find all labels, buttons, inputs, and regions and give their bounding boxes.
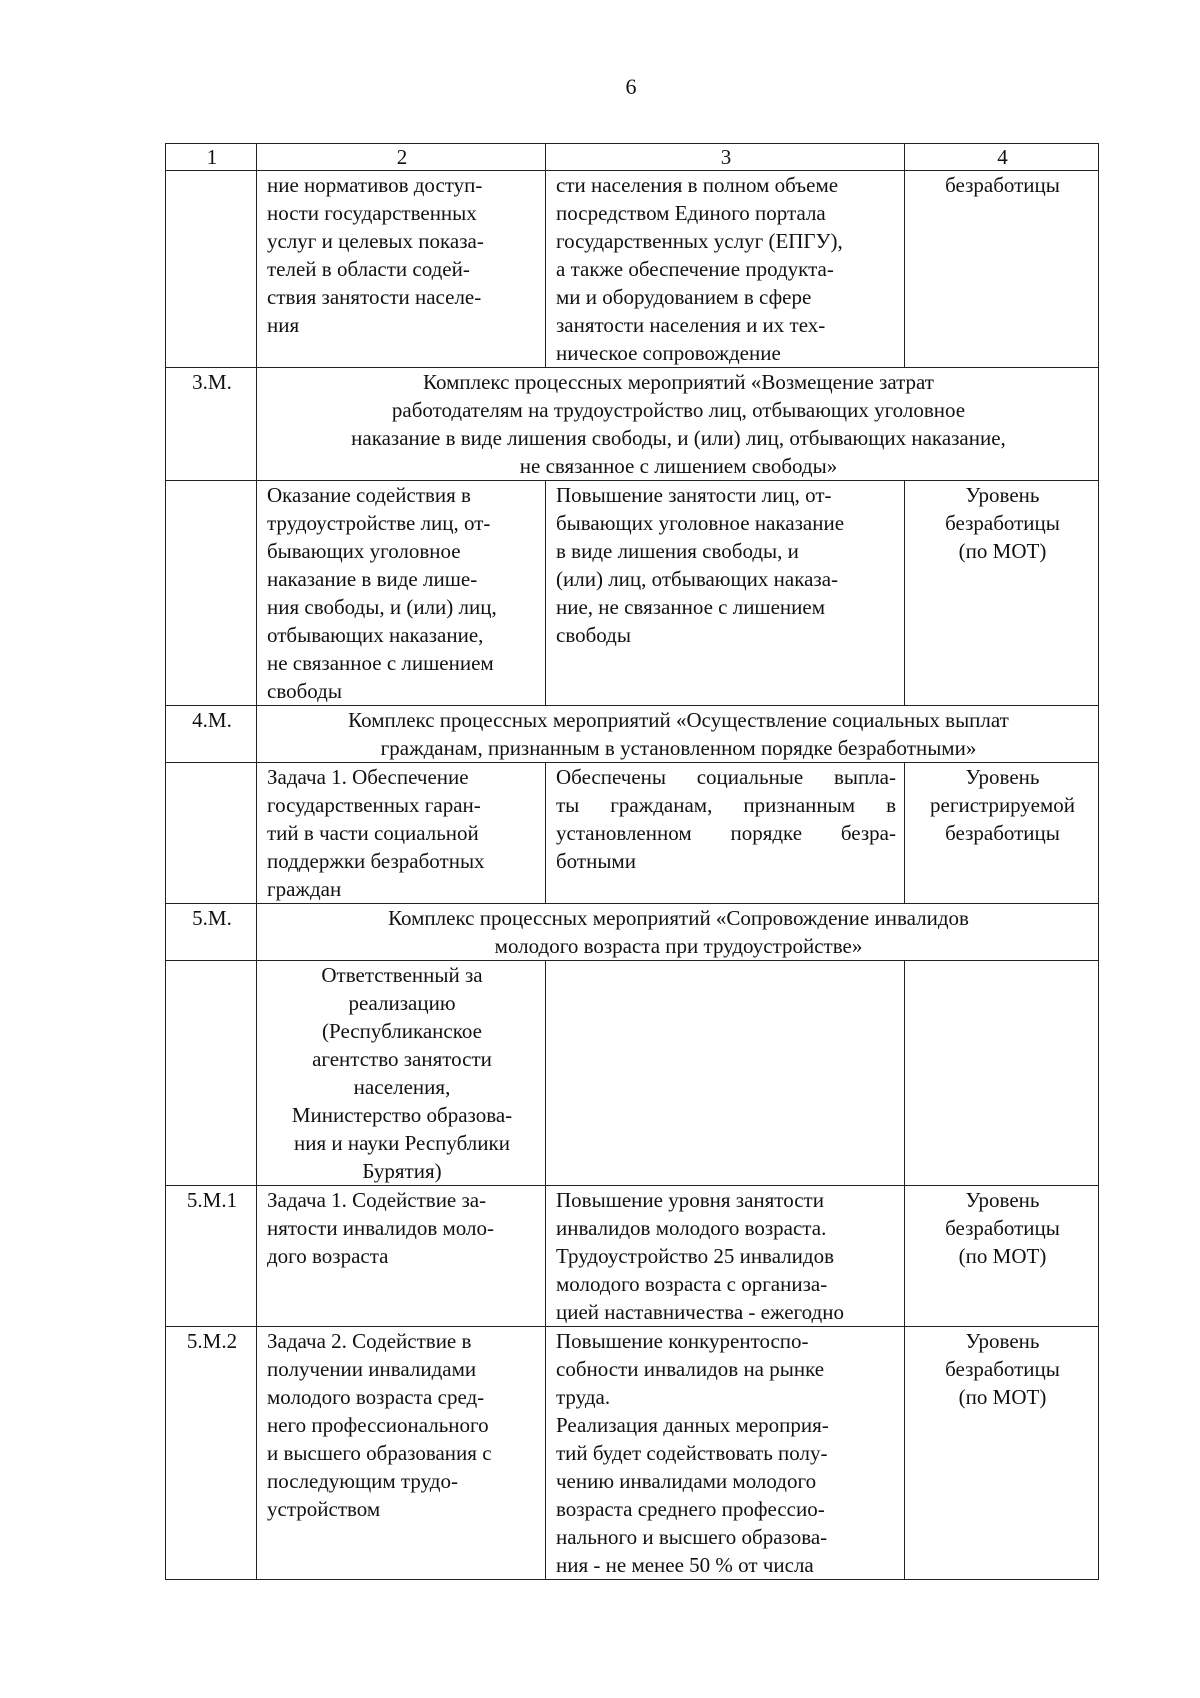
cell-text-line: услуг и целевых показа- [267, 229, 484, 253]
cell-text-line: безработицы [945, 511, 1060, 535]
table-header-row [166, 144, 1099, 171]
cell-text-line: тий будет содействовать полу- [556, 1441, 828, 1465]
cell-text-line: Повышение конкурентоспо- [556, 1329, 809, 1353]
cell-text-line: получении инвалидами [267, 1357, 477, 1381]
cell-text-line: ние, не связанное с лишением [556, 595, 826, 619]
cell-text-line: населения, [353, 1075, 451, 1099]
cell-text-line: свободы [267, 679, 342, 703]
cell-text-line: (или) лиц, отбывающих наказа- [556, 567, 839, 591]
cell-text-line: собности инвалидов на рынке [556, 1357, 825, 1381]
cell-text-line: отбывающих наказание, [267, 623, 484, 647]
cell-text-line: наказание в виде лишения свободы, и (или) лиц, отбывающих наказание, [351, 426, 1006, 450]
cell-text-line: Уровень [965, 765, 1040, 789]
cell-text-line: занятости населения и их тех- [556, 313, 826, 337]
cell-text-line: цией наставничества - ежегодно [556, 1300, 844, 1324]
cell-text-line: Ответственный за [321, 963, 483, 987]
table-row [166, 1186, 1099, 1327]
section-title [257, 368, 1099, 481]
cell-text-line: реализацию [348, 991, 456, 1015]
column-header-3: 3 [546, 144, 905, 171]
cell-text-line: ние нормативов доступ- [267, 173, 483, 197]
cell-text-line: нятости инвалидов моло- [267, 1216, 494, 1240]
cell-text-line: Повышение занятости лиц, от- [556, 483, 832, 507]
indicator-cell [905, 763, 1099, 904]
cell-text-line: телей в области содей- [267, 257, 470, 281]
cell-text-line: граждан [267, 877, 342, 901]
row-number [166, 171, 257, 368]
page-number: 6 [625, 74, 637, 99]
cell-text-line: наказание в виде лише- [267, 567, 478, 591]
cell-text-line: ния свободы, и (или) лиц, [267, 595, 497, 619]
cell-text-line: установленном порядке безра- [556, 821, 896, 845]
indicator-cell [905, 171, 1099, 368]
column-header-4: 4 [905, 144, 1099, 171]
table-row [166, 961, 1099, 1186]
result-cell [546, 961, 905, 1186]
cell-text-line: Бурятия) [362, 1159, 442, 1183]
indicator-cell [905, 1186, 1099, 1327]
cell-text-line: и высшего образования с [267, 1441, 492, 1465]
row-number [166, 961, 257, 1186]
cell-text-line: Министерство образова- [291, 1103, 513, 1127]
cell-text-line: безработицы [945, 1216, 1060, 1240]
cell-text-line: (по МОТ) [958, 1385, 1047, 1409]
cell-text-line: Оказание содействия в [267, 483, 471, 507]
cell-text-line: возраста среднего профессио- [556, 1497, 825, 1521]
cell-text-line: устройством [267, 1497, 381, 1521]
cell-text-line: молодого возраста с организа- [556, 1272, 828, 1296]
cell-text-line: ты гражданам, признанным в [556, 793, 896, 817]
task-cell [257, 961, 546, 1186]
measures-table [165, 143, 1099, 1580]
cell-text-line: ния и науки Республики [294, 1131, 510, 1155]
row-number: 5.М. [166, 904, 257, 961]
cell-text-line: свободы [556, 623, 631, 647]
cell-text-line: государственных гаран- [267, 793, 481, 817]
cell-text-line: Уровень [965, 1188, 1040, 1212]
cell-text-line: трудоустройстве лиц, от- [267, 511, 491, 535]
cell-text-line: Задача 1. Содействие за- [267, 1188, 487, 1212]
indicator-cell [905, 1327, 1099, 1580]
table-row [166, 763, 1099, 904]
task-cell [257, 1186, 546, 1327]
cell-text-line: государственных услуг (ЕПГУ), [556, 229, 843, 253]
cell-text-line: нального и высшего образова- [556, 1525, 828, 1549]
cell-text-line: Комплекс процессных мероприятий «Сопровождение инвалидов [388, 906, 969, 930]
result-cell [546, 481, 905, 706]
cell-text-line: последующим трудо- [267, 1469, 458, 1493]
cell-text-line: (Республиканское [322, 1019, 482, 1043]
result-cell [546, 171, 905, 368]
table-row [166, 1327, 1099, 1580]
cell-text-line: не связанное с лишением свободы» [519, 454, 838, 478]
cell-text-line: ботными [556, 849, 636, 873]
cell-text-line: дого возраста [267, 1244, 389, 1268]
result-cell [546, 1327, 905, 1580]
result-cell [546, 763, 905, 904]
row-number: 3.М. [166, 368, 257, 481]
cell-text-line: Уровень [965, 483, 1040, 507]
cell-text-line: бывающих уголовное [267, 539, 461, 563]
indicator-cell [905, 961, 1099, 1186]
cell-text-line: чению инвалидами молодого [556, 1469, 817, 1493]
task-cell [257, 1327, 546, 1580]
task-cell [257, 171, 546, 368]
cell-text-line: молодого возраста при трудоустройстве» [494, 934, 863, 958]
row-number [166, 481, 257, 706]
table-row [166, 171, 1099, 368]
row-number: 4.М. [166, 706, 257, 763]
cell-text-line: тий в части социальной [267, 821, 479, 845]
row-number: 5.М.2 [166, 1327, 257, 1580]
section-row [166, 368, 1099, 481]
cell-text-line: молодого возраста сред- [267, 1385, 485, 1409]
task-cell [257, 481, 546, 706]
cell-text-line: ния - не менее 50 % от числа [556, 1553, 814, 1577]
cell-text-line: него профессионального [267, 1413, 489, 1437]
section-row [166, 706, 1099, 763]
row-number: 5.М.1 [166, 1186, 257, 1327]
section-title [257, 706, 1099, 763]
section-title [257, 904, 1099, 961]
cell-text-line: безработицы [945, 821, 1060, 845]
cell-text-line: ности государственных [267, 201, 477, 225]
cell-text-line: Трудоустройство 25 инвалидов [556, 1244, 835, 1268]
cell-text-line: бывающих уголовное наказание [556, 511, 845, 535]
cell-text-line: гражданам, признанным в установленном порядке безработными» [380, 736, 977, 760]
cell-text-line: а также обеспечение продукта- [556, 257, 834, 281]
cell-text-line: Повышение уровня занятости [556, 1188, 824, 1212]
cell-text-line: безработицы [945, 173, 1060, 197]
row-number [166, 763, 257, 904]
cell-text-line: ния [267, 313, 300, 337]
cell-text-line: (по МОТ) [958, 1244, 1047, 1268]
cell-text-line: работодателям на трудоустройство лиц, отбывающих уголовное [391, 398, 966, 422]
cell-text-line: посредством Единого портала [556, 201, 826, 225]
cell-text-line: поддержки безработных [267, 849, 485, 873]
cell-text-line: инвалидов молодого возраста. [556, 1216, 827, 1240]
cell-text-line: ствия занятости населе- [267, 285, 482, 309]
cell-text-line: регистрируемой [930, 793, 1075, 817]
task-cell [257, 763, 546, 904]
cell-text-line: сти населения в полном объеме [556, 173, 839, 197]
column-header-2: 2 [257, 144, 546, 171]
cell-text-line: Реализация данных мероприя- [556, 1413, 829, 1437]
table-body [166, 144, 1099, 1580]
cell-text-line: Комплекс процессных мероприятий «Осуществление социальных выплат [348, 708, 1009, 732]
cell-text-line: труда. [556, 1385, 611, 1409]
cell-text-line: безработицы [945, 1357, 1060, 1381]
cell-text-line: в виде лишения свободы, и [556, 539, 799, 563]
indicator-cell [905, 481, 1099, 706]
table-row [166, 481, 1099, 706]
result-cell [546, 1186, 905, 1327]
cell-text-line: не связанное с лишением [267, 651, 494, 675]
cell-text-line: (по МОТ) [958, 539, 1047, 563]
cell-text-line: Обеспечены социальные выпла- [556, 765, 896, 789]
cell-text-line: Комплекс процессных мероприятий «Возмещение затрат [423, 370, 934, 394]
section-row [166, 904, 1099, 961]
cell-text-line: ми и оборудованием в сфере [556, 285, 812, 309]
cell-text-line: Задача 2. Содействие в [267, 1329, 472, 1353]
column-header-1: 1 [166, 144, 257, 171]
cell-text-line: Задача 1. Обеспечение [267, 765, 469, 789]
cell-text-line: ническое сопровождение [556, 341, 781, 365]
cell-text-line: агентство занятости [312, 1047, 492, 1071]
cell-text-line: Уровень [965, 1329, 1040, 1353]
